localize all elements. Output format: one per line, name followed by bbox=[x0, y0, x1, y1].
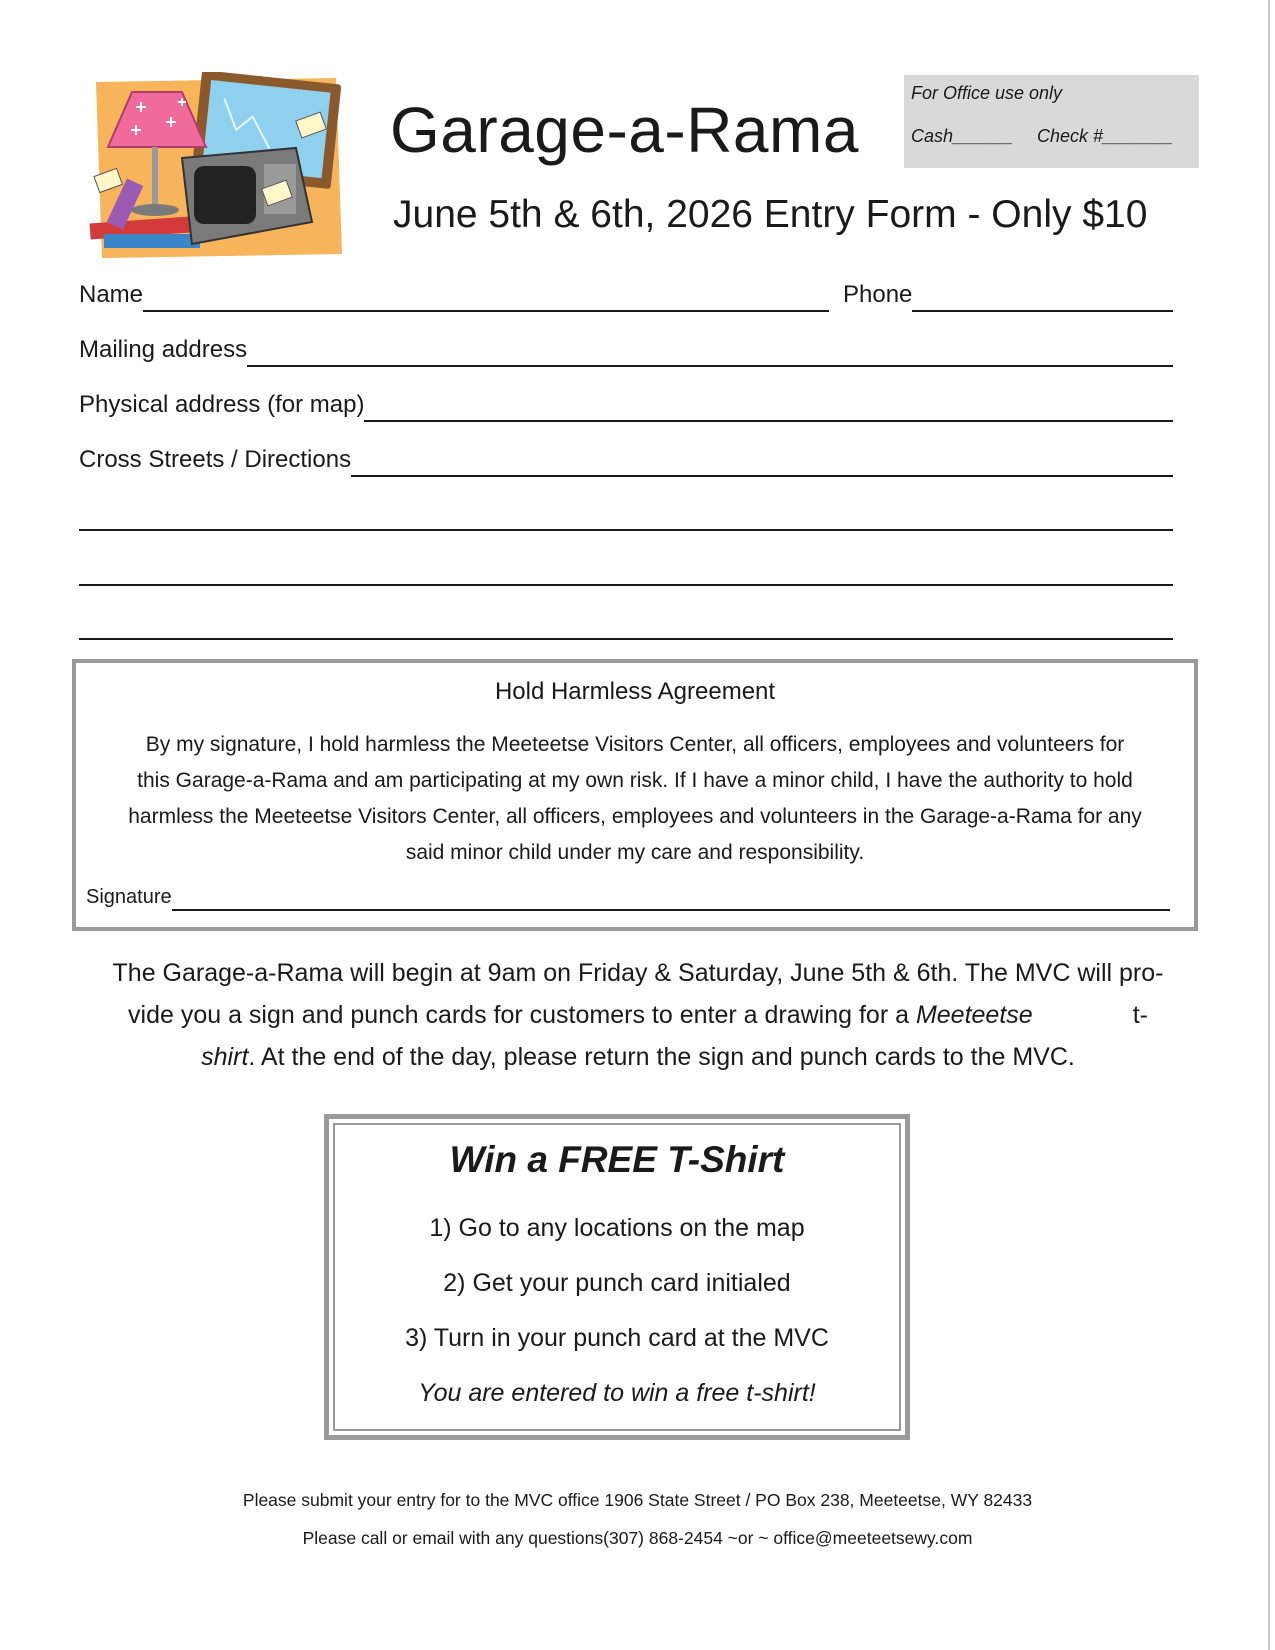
tshirt-closing: You are entered to win a free t-shirt! bbox=[418, 1379, 816, 1407]
phone-line[interactable] bbox=[912, 276, 1173, 312]
physical-address-field[interactable] bbox=[79, 388, 1173, 422]
info-line bbox=[74, 994, 1202, 1036]
cross-streets-field[interactable] bbox=[79, 443, 1173, 477]
info-text: . At the end of the day, please return the sign and punch cards to the MVC. bbox=[248, 1043, 1075, 1071]
page-title: Garage-a-Rama bbox=[390, 94, 859, 166]
agreement-line: said minor child under my care and responsibility. bbox=[405, 841, 865, 864]
office-use-heading: For Office use only bbox=[911, 83, 1063, 103]
office-use-box bbox=[904, 75, 1199, 168]
office-cash-field[interactable]: Cash______ bbox=[911, 126, 1014, 146]
info-line bbox=[74, 1036, 1202, 1078]
directions-line[interactable] bbox=[79, 584, 1173, 586]
tshirt-title: Win a FREE T-Shirt bbox=[449, 1139, 785, 1180]
tshirt-box bbox=[324, 1114, 910, 1440]
tshirt-step-1: 1) Go to any locations on the map bbox=[429, 1214, 805, 1242]
cross-streets-line[interactable] bbox=[351, 441, 1173, 477]
directions-line[interactable] bbox=[79, 638, 1173, 640]
footer-submit-line: Please submit your entry for to the MVC office 1906 State Street / PO Box 238, Meeteetse, WY 82433 bbox=[242, 1490, 1033, 1510]
footer-contact-line: Please call or email with any questions(307) 868-2454 ~or ~ office@meeteetsewy.com bbox=[302, 1528, 973, 1548]
signature-label: Signature bbox=[86, 886, 172, 908]
info-italic-text: shirt bbox=[201, 1043, 249, 1071]
physical-address-label: Physical address (for map) bbox=[79, 391, 365, 418]
hold-harmless-text bbox=[84, 727, 1186, 871]
phone-label: Phone bbox=[843, 281, 913, 308]
office-check-field[interactable]: Check #_______ bbox=[1037, 126, 1174, 146]
name-label: Name bbox=[79, 281, 144, 308]
agreement-line: By my signature, I hold harmless the Meeteetse Visitors Center, all officers, employees and volunteers for bbox=[145, 733, 1125, 756]
info-text: vide you a sign and punch cards for customers to enter a drawing for a bbox=[128, 1001, 916, 1029]
directions-line[interactable] bbox=[79, 529, 1173, 531]
page-subtitle: June 5th & 6th, 2026 Entry Form - Only $10 bbox=[393, 193, 1148, 236]
info-italic-text: Meeteetse bbox=[915, 1001, 1033, 1029]
hold-harmless-box bbox=[72, 659, 1198, 931]
info-line: The Garage-a-Rama will begin at 9am on Friday & Saturday, June 5th & 6th. The MVC will pro- bbox=[112, 959, 1164, 987]
page-edge bbox=[1268, 0, 1270, 1650]
name-field[interactable] bbox=[79, 278, 829, 312]
physical-address-line[interactable] bbox=[364, 386, 1173, 422]
phone-field[interactable] bbox=[843, 278, 1173, 312]
mailing-address-field[interactable] bbox=[79, 333, 1173, 367]
agreement-line: harmless the Meeteetse Visitors Center, all officers, employees and volunteers in the Garage-a-Rama for any bbox=[128, 805, 1142, 828]
name-line[interactable] bbox=[143, 276, 829, 312]
info-text: t- bbox=[1132, 1001, 1148, 1029]
signature-line[interactable] bbox=[172, 879, 1170, 911]
mailing-address-label: Mailing address bbox=[79, 336, 248, 363]
garage-sale-clipart bbox=[86, 72, 350, 260]
mailing-address-line[interactable] bbox=[247, 331, 1173, 367]
hold-harmless-title: Hold Harmless Agreement bbox=[494, 678, 776, 705]
signature-field[interactable] bbox=[86, 881, 1170, 911]
cross-streets-label: Cross Streets / Directions bbox=[79, 446, 352, 473]
tshirt-step-2: 2) Get your punch card initialed bbox=[443, 1269, 791, 1297]
agreement-line: this Garage-a-Rama and am participating at my own risk. If I have a minor child, I have the authority to hold bbox=[137, 769, 1133, 792]
tshirt-step-3: 3) Turn in your punch card at the MVC bbox=[405, 1324, 829, 1352]
